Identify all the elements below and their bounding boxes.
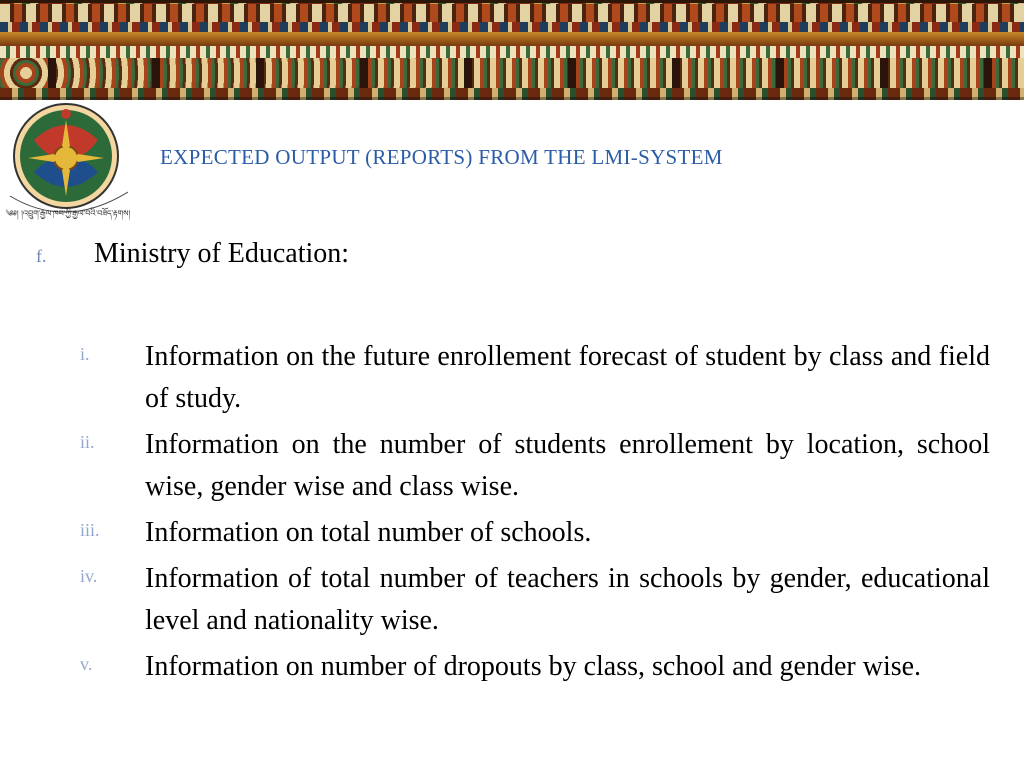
list-item — [80, 336, 990, 420]
decorative-header-banner — [0, 0, 1024, 100]
list-item-marker: iv. — [80, 566, 98, 586]
list-item — [80, 646, 990, 688]
list-item-text: Information on the number of students enrollement by location, school wise, gender wise and class wise. — [145, 429, 990, 502]
national-emblem-logo — [4, 100, 134, 226]
section-label: Ministry of Education: — [94, 238, 350, 269]
list-item-text: Information of total number of teachers in schools by gender, educational level and nationality wise. — [145, 563, 990, 636]
section-ministry — [36, 238, 996, 270]
section-marker: f. — [36, 246, 47, 266]
output-list — [80, 336, 990, 692]
list-item-text: Information on total number of schools. — [145, 517, 592, 548]
list-item-marker: iii. — [80, 520, 100, 540]
list-item-text: Information on the future enrollement forecast of student by class and field of study. — [145, 341, 990, 414]
svg-text:༄༅། །འབྲུག་རྒྱལ་ཁབ་ཀྱི་རྒྱལ་བའ: ༄༅། །འབྲུག་རྒྱལ་ཁབ་ཀྱི་རྒྱལ་བའི་བཟོད་རྟགས། — [5, 209, 131, 218]
list-item-marker: ii. — [80, 432, 95, 452]
list-item — [80, 512, 990, 554]
list-item-text: Information on number of dropouts by class, school and gender wise. — [145, 651, 922, 682]
list-item — [80, 558, 990, 642]
slide-title: EXPECTED OUTPUT (REPORTS) FROM THE LMI-SYSTEM — [160, 145, 723, 169]
list-item-marker: v. — [80, 654, 93, 674]
list-item-marker: i. — [80, 344, 90, 364]
list-item — [80, 424, 990, 508]
